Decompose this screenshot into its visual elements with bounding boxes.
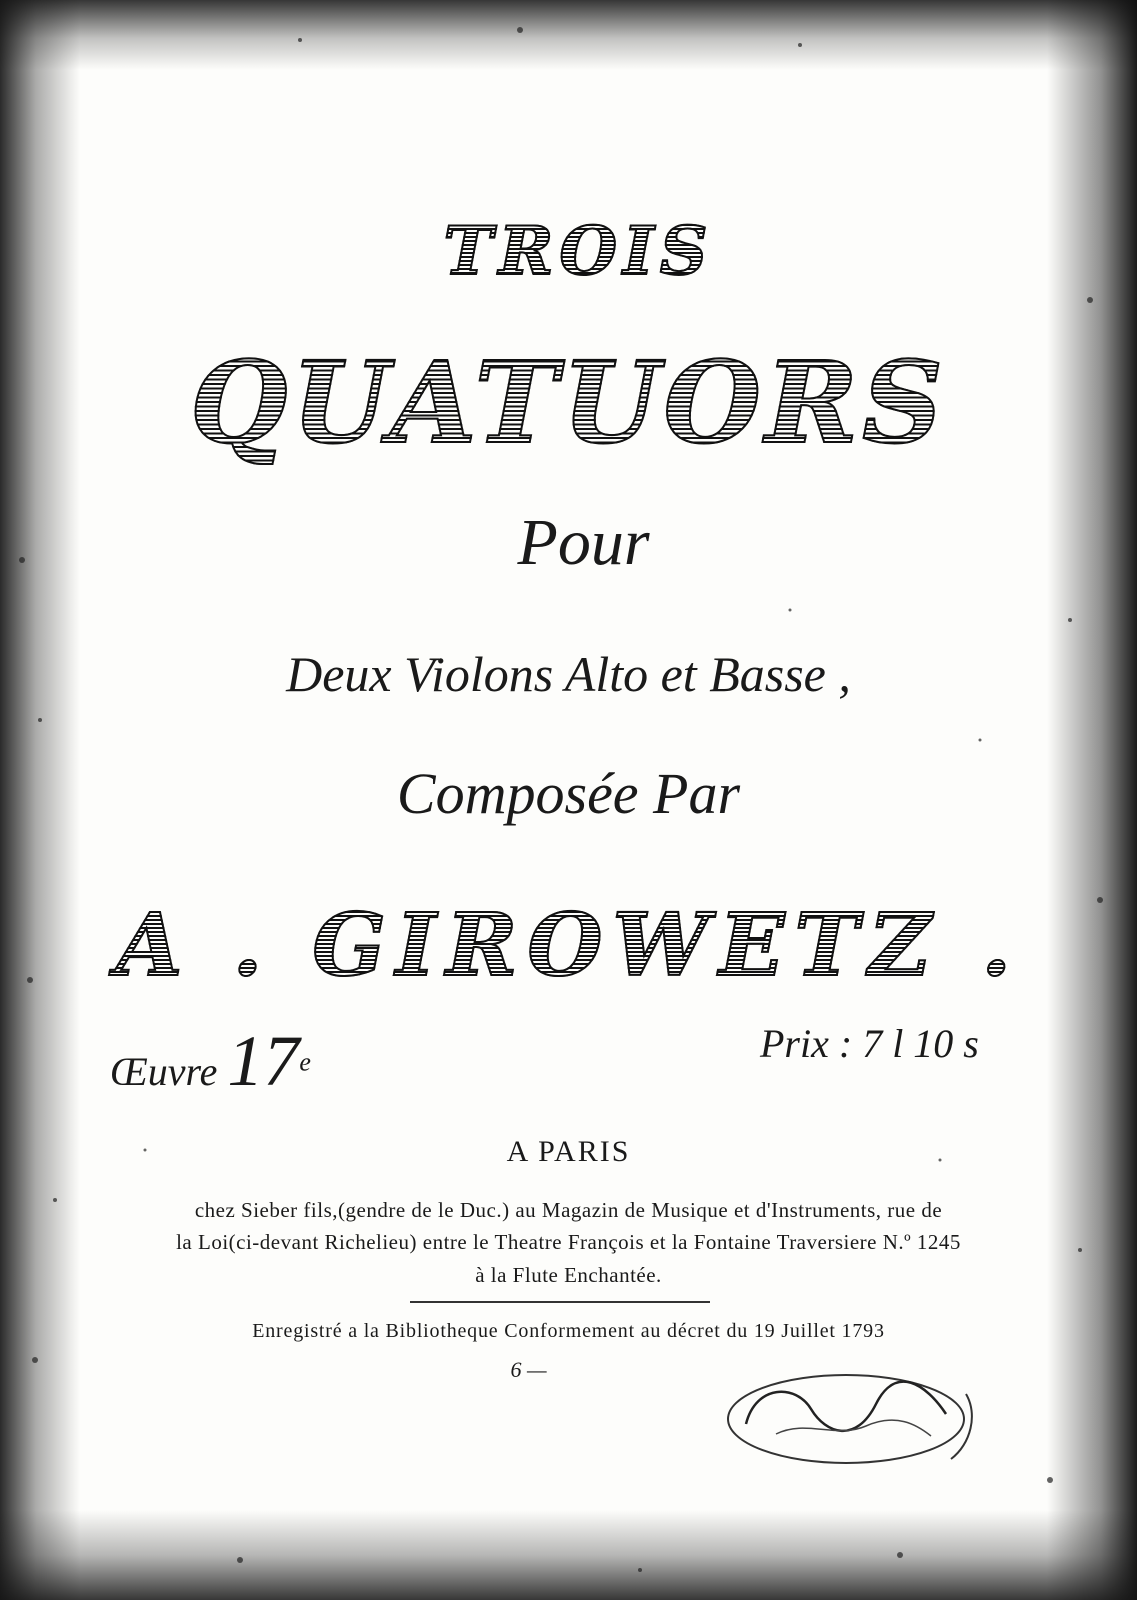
opus-label: Œuvre [110,1049,218,1094]
worn-bottom-edge [0,1510,1137,1600]
signature-stamp [716,1364,986,1474]
divider-rule [410,1301,710,1303]
compose-par: Composée Par [396,761,741,826]
registration-note: Enregistré a la Bibliotheque Conformement au décret du 19 Juillet 1793 [252,1320,885,1342]
title-trois: TROIS [0,212,1137,290]
opus-value: 17 [227,1021,300,1101]
price: Prix : 7 l 10 s [760,1021,979,1066]
publisher-line-1: chez Sieber fils,(gendre de le Duc.) au Magazin de Musique et d'Instruments, rue de [194,1198,943,1222]
composer-name: A . GIROWETZ . [0,895,1137,996]
title-quatuors: QUATUORS [0,338,1137,469]
publisher-line-2: la Loi(ci-devant Richelieu) entre le Theatre François et la Fontaine Traversiere N.º 1245 [176,1230,961,1254]
worn-top-edge [0,0,1137,70]
instrumentation: Deux Violons Alto et Basse , [286,646,851,702]
pour-text: Pour [517,506,650,579]
plate-number: 6 — [510,1357,547,1382]
opus-suffix: e [299,1047,311,1077]
publisher-city: A PARIS [506,1135,631,1168]
publisher-line-3: à la Flute Enchantée. [475,1263,662,1287]
opus-number [110,1020,311,1103]
